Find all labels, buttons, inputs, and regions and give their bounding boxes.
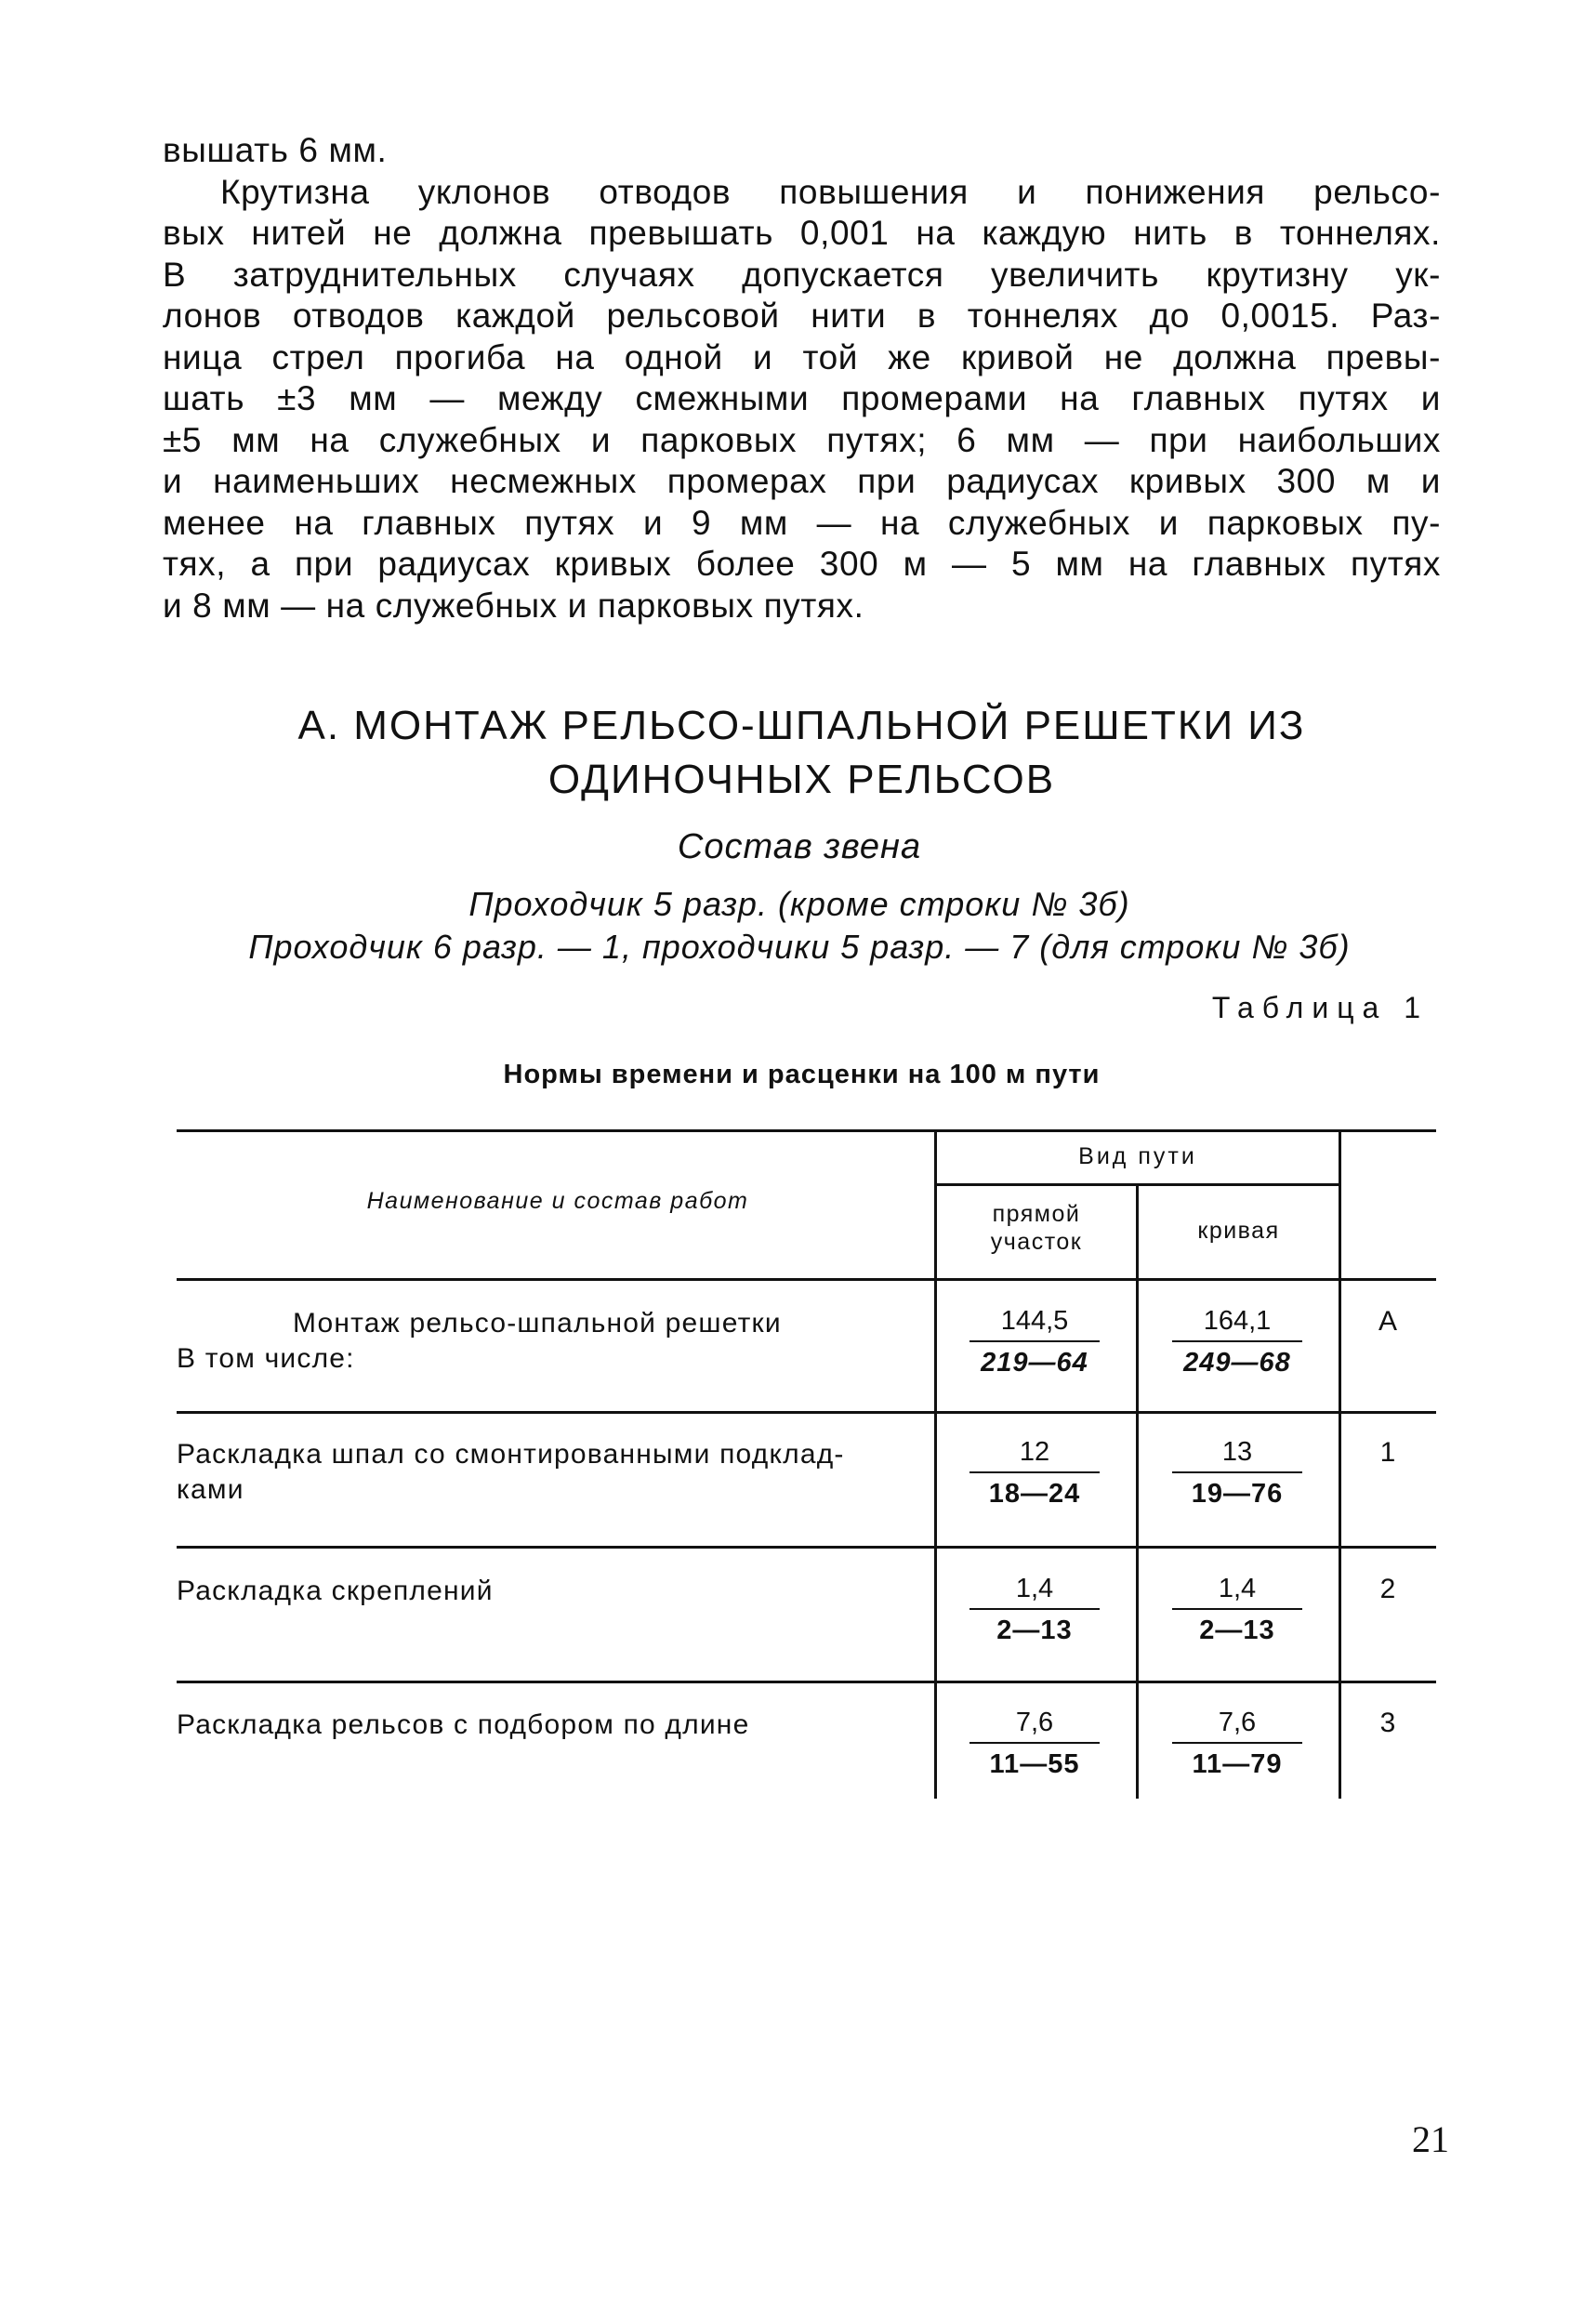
text-line: и 8 мм — на служебных и парковых путях. [163, 586, 864, 625]
row-rule [177, 1681, 1436, 1683]
text-line: и наименьших несмежных промерах при радиусах кривых 300 м и [163, 462, 1441, 500]
text-line: лонов отводов каждой рельсовой нити в тоннелях до 0,0015. Раз- [163, 297, 1441, 335]
row-label-line: В том числе: [177, 1343, 355, 1374]
row-label-line: Раскладка скреплений [177, 1576, 494, 1606]
row-label-line: Монтаж рельсо-шпальной решетки [293, 1308, 782, 1339]
text-line: тях, а при радиусах кривых более 300 м — 5 мм на главных путях [163, 545, 1441, 583]
norm-fraction [969, 1708, 1100, 1780]
row-rule [177, 1411, 1436, 1414]
row-code: 3 [1379, 1708, 1396, 1738]
text-line: вышать 6 мм. [163, 131, 388, 169]
row-label-line: Раскладка рельсов с подбором по длине [177, 1709, 750, 1740]
time-norm: 7,6 [969, 1708, 1100, 1744]
text-line: вых нитей не должна превышать 0,001 на каждую нить в тоннелях. [163, 214, 1441, 252]
text-line: шать ±3 мм — между смежными промерами на главных путях и [163, 379, 1441, 417]
header-curve: кривая [1197, 1218, 1280, 1244]
table-label: Таблица 1 [1211, 991, 1429, 1024]
norm-fraction [1172, 1306, 1302, 1378]
text-line: ±5 мм на служебных и парковых путях; 6 мм — при наибольших [163, 420, 1441, 459]
row-rule [177, 1546, 1436, 1549]
text-line: менее на главных путях и 9 мм — на служебных и парковых пу- [163, 503, 1441, 542]
header-straight: прямой участок [990, 1201, 1083, 1255]
price: 11—55 [989, 1749, 1080, 1779]
norm-fraction [1172, 1574, 1302, 1646]
column-rule [1136, 1183, 1139, 1799]
table-row-label [177, 1574, 920, 1609]
price: 2—13 [996, 1616, 1073, 1645]
body-text [163, 130, 1441, 626]
norm-fraction [1172, 1437, 1302, 1510]
column-rule [934, 1129, 937, 1799]
table-row-label [177, 1708, 920, 1743]
row-code: А [1378, 1306, 1397, 1337]
time-norm: 144,5 [969, 1306, 1100, 1342]
price: 2—13 [1199, 1616, 1275, 1645]
row-label-line: ками [177, 1474, 244, 1505]
section-title-line2: ОДИНОЧНЫХ РЕЛЬСОВ [547, 757, 1056, 802]
header-bottom-rule [177, 1278, 1436, 1281]
time-norm: 164,1 [1172, 1306, 1302, 1342]
norm-fraction [969, 1306, 1100, 1378]
table-caption: Нормы времени и расценки на 100 м пути [503, 1060, 1101, 1089]
crew-line1: Проходчик 5 разр. (кроме строки № 3б) [468, 885, 1130, 923]
row-code: 2 [1379, 1574, 1396, 1604]
crew-line2: Проходчик 6 разр. — 1, проходчики 5 разр. — 7 (для строки № 3б) [248, 928, 1351, 966]
header-work-name: Наименование и состав работ [366, 1188, 749, 1214]
price: 11—79 [1192, 1749, 1283, 1779]
time-norm: 13 [1172, 1437, 1302, 1473]
time-norm: 7,6 [1172, 1708, 1302, 1744]
time-norm: 12 [969, 1437, 1100, 1473]
price: 19—76 [1191, 1479, 1284, 1509]
time-norm: 1,4 [969, 1574, 1100, 1610]
time-norm: 1,4 [1172, 1574, 1302, 1610]
table-top-rule [177, 1129, 1436, 1132]
norm-fraction [969, 1574, 1100, 1646]
table-row-label [177, 1306, 920, 1377]
price: 219—64 [981, 1348, 1088, 1378]
page-number: 21 [1412, 2118, 1449, 2160]
norm-fraction [1172, 1708, 1302, 1780]
text-line: ница стрел прогиба на одной и той же кривой не должна превы- [163, 337, 1441, 376]
row-label-line: Раскладка шпал со смонтированными подклад- [177, 1439, 845, 1470]
row-code: 1 [1379, 1437, 1396, 1468]
text-line: В затруднительных случаях допускается увеличить крутизну ук- [163, 255, 1441, 294]
text-line: Крутизна уклонов отводов повышения и понижения рельсо- [220, 172, 1441, 211]
price: 249—68 [1183, 1348, 1291, 1378]
price: 18—24 [988, 1479, 1081, 1509]
table-row-label [177, 1437, 920, 1508]
section-title-line1: А. МОНТАЖ РЕЛЬСО-ШПАЛЬНОЙ РЕШЕТКИ ИЗ [297, 703, 1306, 748]
header-track-type: Вид пути [1078, 1143, 1197, 1169]
norm-fraction [969, 1437, 1100, 1510]
norms-table [177, 1129, 1441, 1799]
crew-heading: Состав звена [677, 827, 922, 866]
